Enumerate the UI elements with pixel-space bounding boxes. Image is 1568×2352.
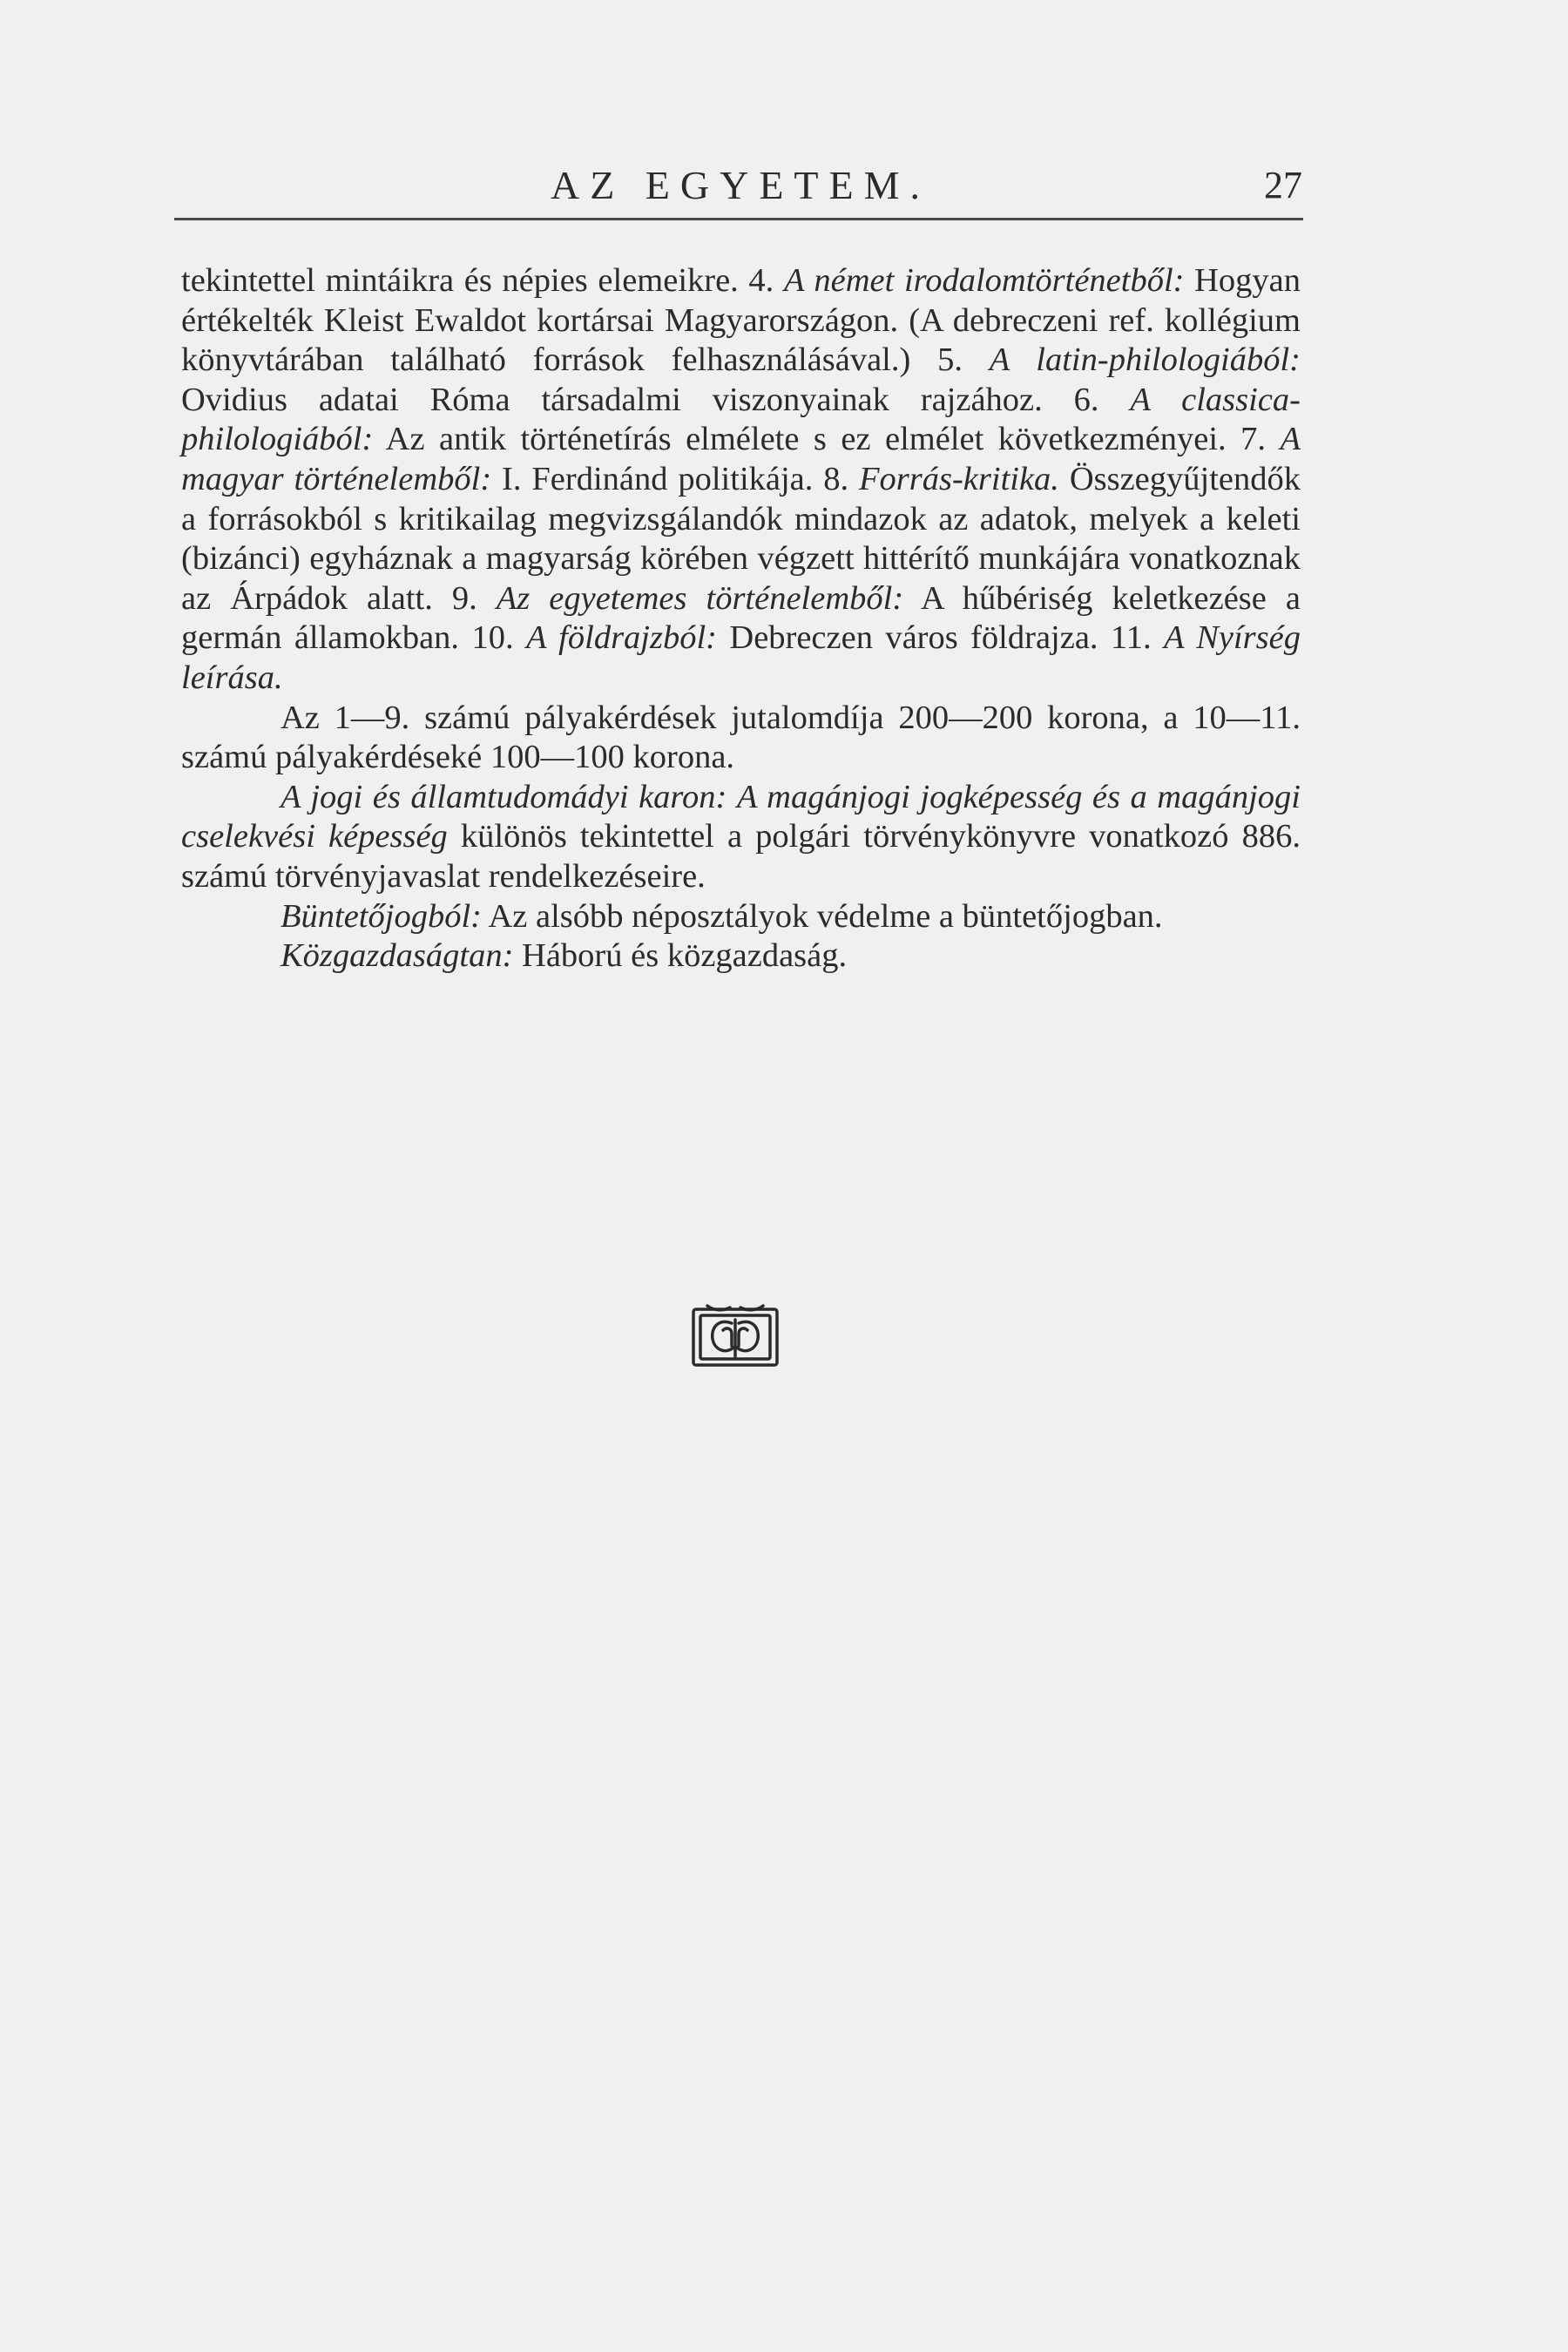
topic-heading: Büntetőjogból: <box>280 897 482 935</box>
topic-heading: Az egyetemes történelemből: <box>496 579 904 617</box>
header-rule <box>174 218 1303 220</box>
text-span <box>727 779 737 815</box>
topic-heading: A német irodalomtörténetből: <box>783 262 1185 299</box>
paragraph-criminal-law <box>181 897 1301 937</box>
running-head <box>179 164 1302 207</box>
topic-heading: Forrás-kritika. <box>859 460 1059 497</box>
text-span: Az alsóbb néposztályok védelme a büntetőjogban. <box>481 897 1163 935</box>
text-span: Debreczen város földrajza. 11. <box>717 619 1165 657</box>
text-span: Háború és közgazdaság. <box>513 937 848 975</box>
topic-heading: A latin-philologiából: <box>989 341 1301 379</box>
text-span: I. Ferdinánd politikája. 8. <box>491 460 860 497</box>
text-span: A hűbériség keletkezése a germán államokban. 10. <box>181 579 1301 657</box>
text-span: Az antik történetírás elmélete s ez elmélet következményei. 7. <box>373 421 1281 458</box>
text-span: Hogyan értékelték Kleist Ewaldot kortársai Magyarországon. (A debreczeni ref. kollégium könyvtárában található források felhasználásával.) 5. <box>181 262 1301 379</box>
text-span: tekintettel mintáikra és népies elemeikre. 4. <box>181 262 784 299</box>
running-title: AZ EGYETEM. <box>550 163 931 207</box>
printers-monogram-ornament-icon <box>688 1302 782 1372</box>
text-span: Összegyűjtendők a forrásokból s kritikailag megvizsgálandók mindazok az adatok, melyek a keleti (bizánci) egyháznak a magyarság körében végzett hittérítő munkájára vonatkoznak az Árpádok alatt. 9. <box>181 460 1301 617</box>
paragraph-prize-questions <box>181 261 1301 699</box>
faculty-heading: A jogi és államtudomádyi karon: <box>280 778 727 815</box>
paragraph-law-faculty <box>181 778 1301 897</box>
paragraph-prize-amounts: Az 1—9. számú pályakérdések jutalomdíja 200—200 korona, a 10—11. számú pályakérdéseké 100—100 korona. <box>181 699 1301 776</box>
topic-heading: A magyar történelemből: <box>181 421 1301 497</box>
topic-title: A magánjogi jogképesség és a magánjogi cselekvési képesség <box>181 778 1301 855</box>
topic-heading: Közgazdaságtan: <box>280 937 514 975</box>
text-span: különös tekintettel a polgári törvénykönyvre vonatkozó 886. számú törvényjavaslat rendelkezéseire. <box>181 818 1301 895</box>
page-number: 27 <box>1264 164 1302 206</box>
topic-heading: A földrajzból: <box>525 619 717 657</box>
paragraph-economics <box>181 936 1301 977</box>
topic-heading: A Nyírség leírása. <box>181 619 1301 696</box>
body-text <box>181 261 1301 977</box>
topic-heading: A classica-philologiából: <box>181 381 1301 458</box>
text-span: Ovidius adatai Róma társadalmi viszonyainak rajzához. 6. <box>181 381 1131 418</box>
